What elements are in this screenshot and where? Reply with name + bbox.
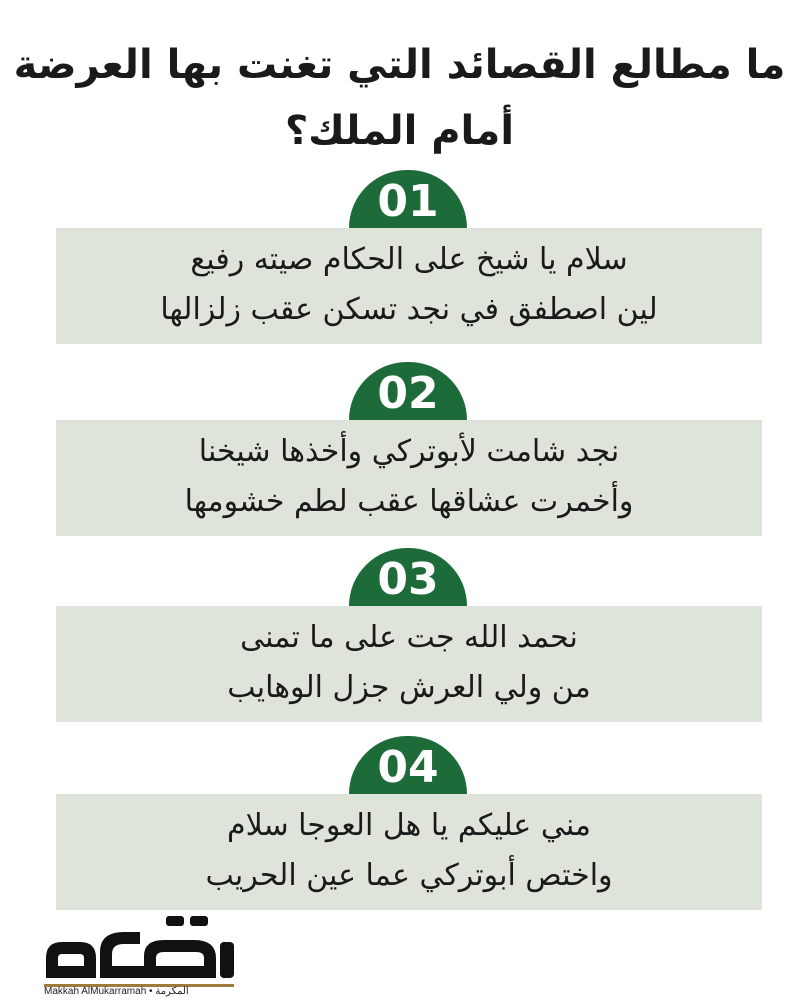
- item-number-badge: 03: [349, 548, 467, 606]
- item-number-badge: 04: [349, 736, 467, 794]
- verse-line: وأخمرت عشاقها عقب لطم خشومها: [184, 484, 634, 519]
- verse-card: [56, 606, 762, 722]
- verse-card: [56, 228, 762, 344]
- item-number-badge: 02: [349, 362, 467, 420]
- page-title-line2: أمام الملك؟: [284, 108, 515, 154]
- logo-caption: [44, 986, 189, 997]
- makkah-logo: [40, 912, 240, 996]
- item-number-badge: 01: [349, 170, 467, 228]
- verse-line: من ولي العرش جزل الوهايب: [227, 670, 591, 705]
- verse-line: واختص أبوتركي عما عين الحريب: [205, 858, 613, 893]
- verse-line: سلام يا شيخ على الحكام صيته رفيع: [190, 242, 628, 277]
- logo-separator: •: [149, 986, 156, 997]
- verse-line: لين اصطفق في نجد تسكن عقب زلزالها: [160, 292, 658, 327]
- page-title: ما مطالع القصائد التي تغنت بها العرضة: [13, 42, 786, 88]
- verse-line: نحمد الله جت على ما تمنى: [240, 620, 578, 655]
- verse-line: نجد شامت لأبوتركي وأخذها شيخنا: [198, 434, 620, 469]
- verse-card: [56, 420, 762, 536]
- verse-line: مني عليكم يا هل العوجا سلام: [227, 808, 591, 843]
- verse-card: [56, 794, 762, 910]
- logo-brand-en: Makkah AlMukarramah: [44, 986, 147, 997]
- logo-brand-ar: المكرمة: [155, 986, 189, 997]
